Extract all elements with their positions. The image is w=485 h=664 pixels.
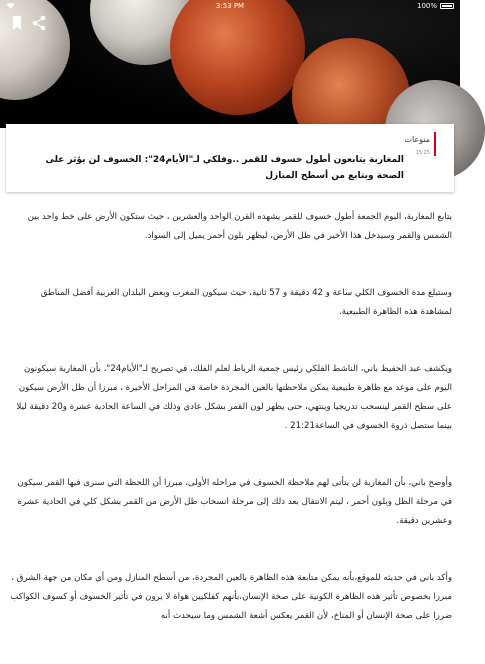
battery-percent: 100% — [416, 2, 437, 10]
article-card — [6, 124, 454, 192]
article-time: 15:25 — [415, 150, 430, 156]
article-paragraph: يتابع المغاربة، اليوم الجمعة أطول خسوف للقمر يشهده القرن الواحد والعشرين ، حيث ستكون الأرض على خط واحد بين الشمس والقمر وسيدخل هذا الأخير في ظل الأرض، ليظهر بلون أحمر يميل إلى السواد. — [27, 212, 452, 241]
article-paragraph: وأكد باني في حديثه للموقع،بأنه يمكن متابعة هذه الظاهرة بالعين المجردة، من أسطح المنازل ومن أي مكان من جهة الشرق ، مبرزا بخصوص تأثير هذه الظاهرة الكونية على صحة الإنسان،بأنهم كفلكيين هواة لا يرون في تأثير الخسوف أو كسوف الكواكب ضررا على صحة الإنسان أو المناخ، لأن القمر يعكس أشعة الشمس وما سيحدث أنه — [10, 573, 452, 621]
battery-icon — [440, 3, 454, 9]
hero-image — [0, 0, 460, 128]
article-body — [10, 208, 452, 664]
moon-phase-3 — [170, 0, 305, 115]
article-paragraph: وستبلغ مدة الخسوف الكلي ساعة و 42 دقيقة و 57 ثانية، حيث سيكون المغرب وبعض البلدان العربية أفضل المناطق لمشاهدة هذه الظاهرة الطبيعية. — [40, 288, 452, 317]
category-accent — [434, 132, 436, 156]
share-icon[interactable] — [30, 14, 48, 32]
status-time: 3:53 PM — [215, 2, 245, 10]
article-headline: المغاربة يتابعون أطول خسوف للقمر ..وفلكي لـ"الأيام24": الخسوف لن يؤثر على الصحة ويتابع من أسطح المنازل — [45, 155, 404, 181]
article-paragraph: وأوضح باني، بأن المغاربة لن يتأتى لهم ملاحظة الخسوف في مراحله الأولى، مبرزا أن اللحظة التي سنرى فيها القمر سيكون في مرحلة الظل وبلون أحمر ، ليتم الانتقال بعد ذلك إلى مرحلة انسحاب ظل الأرض من القمر بشكل كلي في الحادية عشرة وعشرين دقيقة. — [17, 478, 452, 526]
category-label[interactable]: منوعات — [404, 135, 430, 144]
article-paragraph: ويكشف عبد الحفيظ باني، الناشط الفلكي رئيس جمعية الرباط لعلم الفلك، في تصريح لـ"الأيام24"، بأن المغاربة سيكونون اليوم على موعد مع ظاهرة طبيعية يمكن ملاحظتها بالعين المجردة خاصة في المراحل الأخيرة ، مبرزا أن ظل الأرض سيكون على سطح القمر لينسحب تدريجيا وينتهي، حتى يظهر لون القمر بشكل عادي وذلك في الساعة الحادية عشرة و20 دقيقة ليلا بينما ستصل ذروة الخسوف في الساعة21:21 . — [16, 364, 452, 431]
status-bar — [0, 0, 460, 12]
bookmark-icon[interactable] — [8, 14, 26, 32]
